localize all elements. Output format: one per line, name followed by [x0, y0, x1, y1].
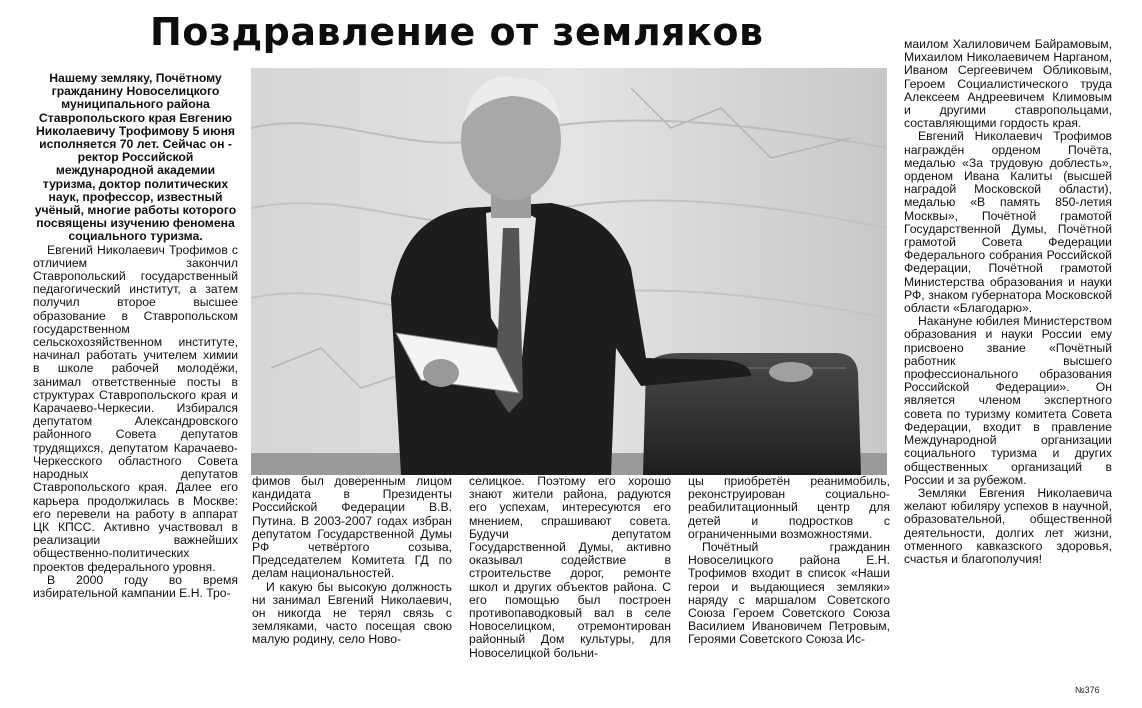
paragraph: Евгений Николаевич Трофимов награждён орденом Почёта, медалью «За трудовую доблесть», орденом Ивана Калиты (высшей наградой Московской области), медалью «В память 850-летия Москвы», Почётной грамотой Государственной Думы, Почётной грамотой Совета Федерации Федерального собрания Российской Федерации, Почётной грамотой Министерства образования и науки РФ, знаком губернатора Московской области «Благодарю». — [904, 129, 1112, 316]
paragraph: цы приобретён реанимобиль, реконструирован социально-реабилитационный центр для детей и подростков с ограниченными возможностями. — [688, 474, 890, 541]
paragraph: фимов был доверенным лицом кандидата в Президенты Российской Федерации В.В. Путина. В 2003-2007 годах избран депутатом Государственной Думы РФ четвёртого созыва, Председателем Комитета ГД по делам национальностей. — [252, 474, 452, 581]
paragraph: Почётный гражданин Новоселицкого района Е.Н. Трофимов входит в список «Наши герои и выдающиеся земляки» наряду с маршалом Советского Союза Героем Советского Союза Василием Ивановичем Петровым, Героями Советского Союза Ис- — [688, 540, 890, 647]
lead-paragraph: Нашему земляку, Почётному гражданину Новоселицкого муниципального района Ставропольского края Евгению Николаевичу Трофимову 5 июня исполняется 70 лет. Сейчас он - ректор Российской международной академии туризма, доктор политических наук, профессор, известный учёный, многие работы которого посвящены изучению феномена социального туризма. — [34, 71, 237, 244]
paragraph: Земляки Евгения Николаевича желают юбиляру успехов в научной, образовательной, общественной деятельности, долгих лет жизни, отменного кавказского здоровья, счастья и благополучия! — [904, 485, 1112, 566]
portrait-photo — [251, 68, 887, 475]
portrait-image — [251, 68, 887, 475]
paragraph: Накануне юбилея Министерством образования и науки России ему присвоено звание «Почётный работник высшего профессионального образования Российской Федерации». Он является членом экспертного совета по туризму комитета Совета Федерации, входит в правление Международной организации социального туризма и других общественных организаций в России и за рубежом. — [904, 314, 1112, 487]
paragraph: маилом Халиловичем Байрамовым, Михаилом Николаевичем Нарганом, Иваном Сергеевичем Обликовым, Героем Социалистического труда Алексеем Андреевичем Климовым и другими ставропольцами, составляющими гордость края. — [904, 37, 1112, 131]
article-column-2 — [252, 475, 452, 647]
article-column-4 — [688, 475, 890, 647]
article-column-1 — [33, 72, 238, 600]
article-column-5 — [904, 38, 1112, 566]
paragraph: селицкое. Поэтому его хорошо знают жители района, радуются его успехам, интересуются его мнением, спрашивают совета. Будучи депутатом Государственной Думы, активно оказывал содействие в строительстве дорог, ремонте школ и других объектов района. С его помощью был построен противопаводковый вал в селе Новоселицком, отремонтирован районный Дом культуры, для Новоселицкой больни- — [469, 474, 671, 660]
issue-number: №376 — [1075, 685, 1100, 695]
paragraph: И какую бы высокую должность ни занимал Евгений Николаевич, он никогда не терял связь с земляками, часто посещая свою малую родину, село Ново- — [252, 579, 452, 647]
article-column-3 — [469, 475, 671, 660]
paragraph: В 2000 году во время избирательной кампании Е.Н. Тро- — [33, 572, 238, 600]
headline: Поздравление от земляков — [150, 10, 764, 54]
paragraph: Евгений Николаевич Трофимов с отличием закончил Ставропольский государственный педагогический институт, а затем получил второе высшее образование в Ставропольском государственном сельскохозяйственном институте, начинал работать учителем химии в школе рабочей молодёжи, занимал ответственные посты в структурах Ставропольского края и Карачаево-Черкесии. Избирался депутатом Александровского районного Совета депутатов трудящихся, депутатом Карачаево-Черкесского областного Совета народных депутатов Ставропольского края. Далее его карьера продолжилась в Москве: его перевели на работу в аппарат ЦК КПСС. Активно участвовал в реализации важнейших общественно-политических проектов федерального уровня. — [33, 242, 238, 574]
